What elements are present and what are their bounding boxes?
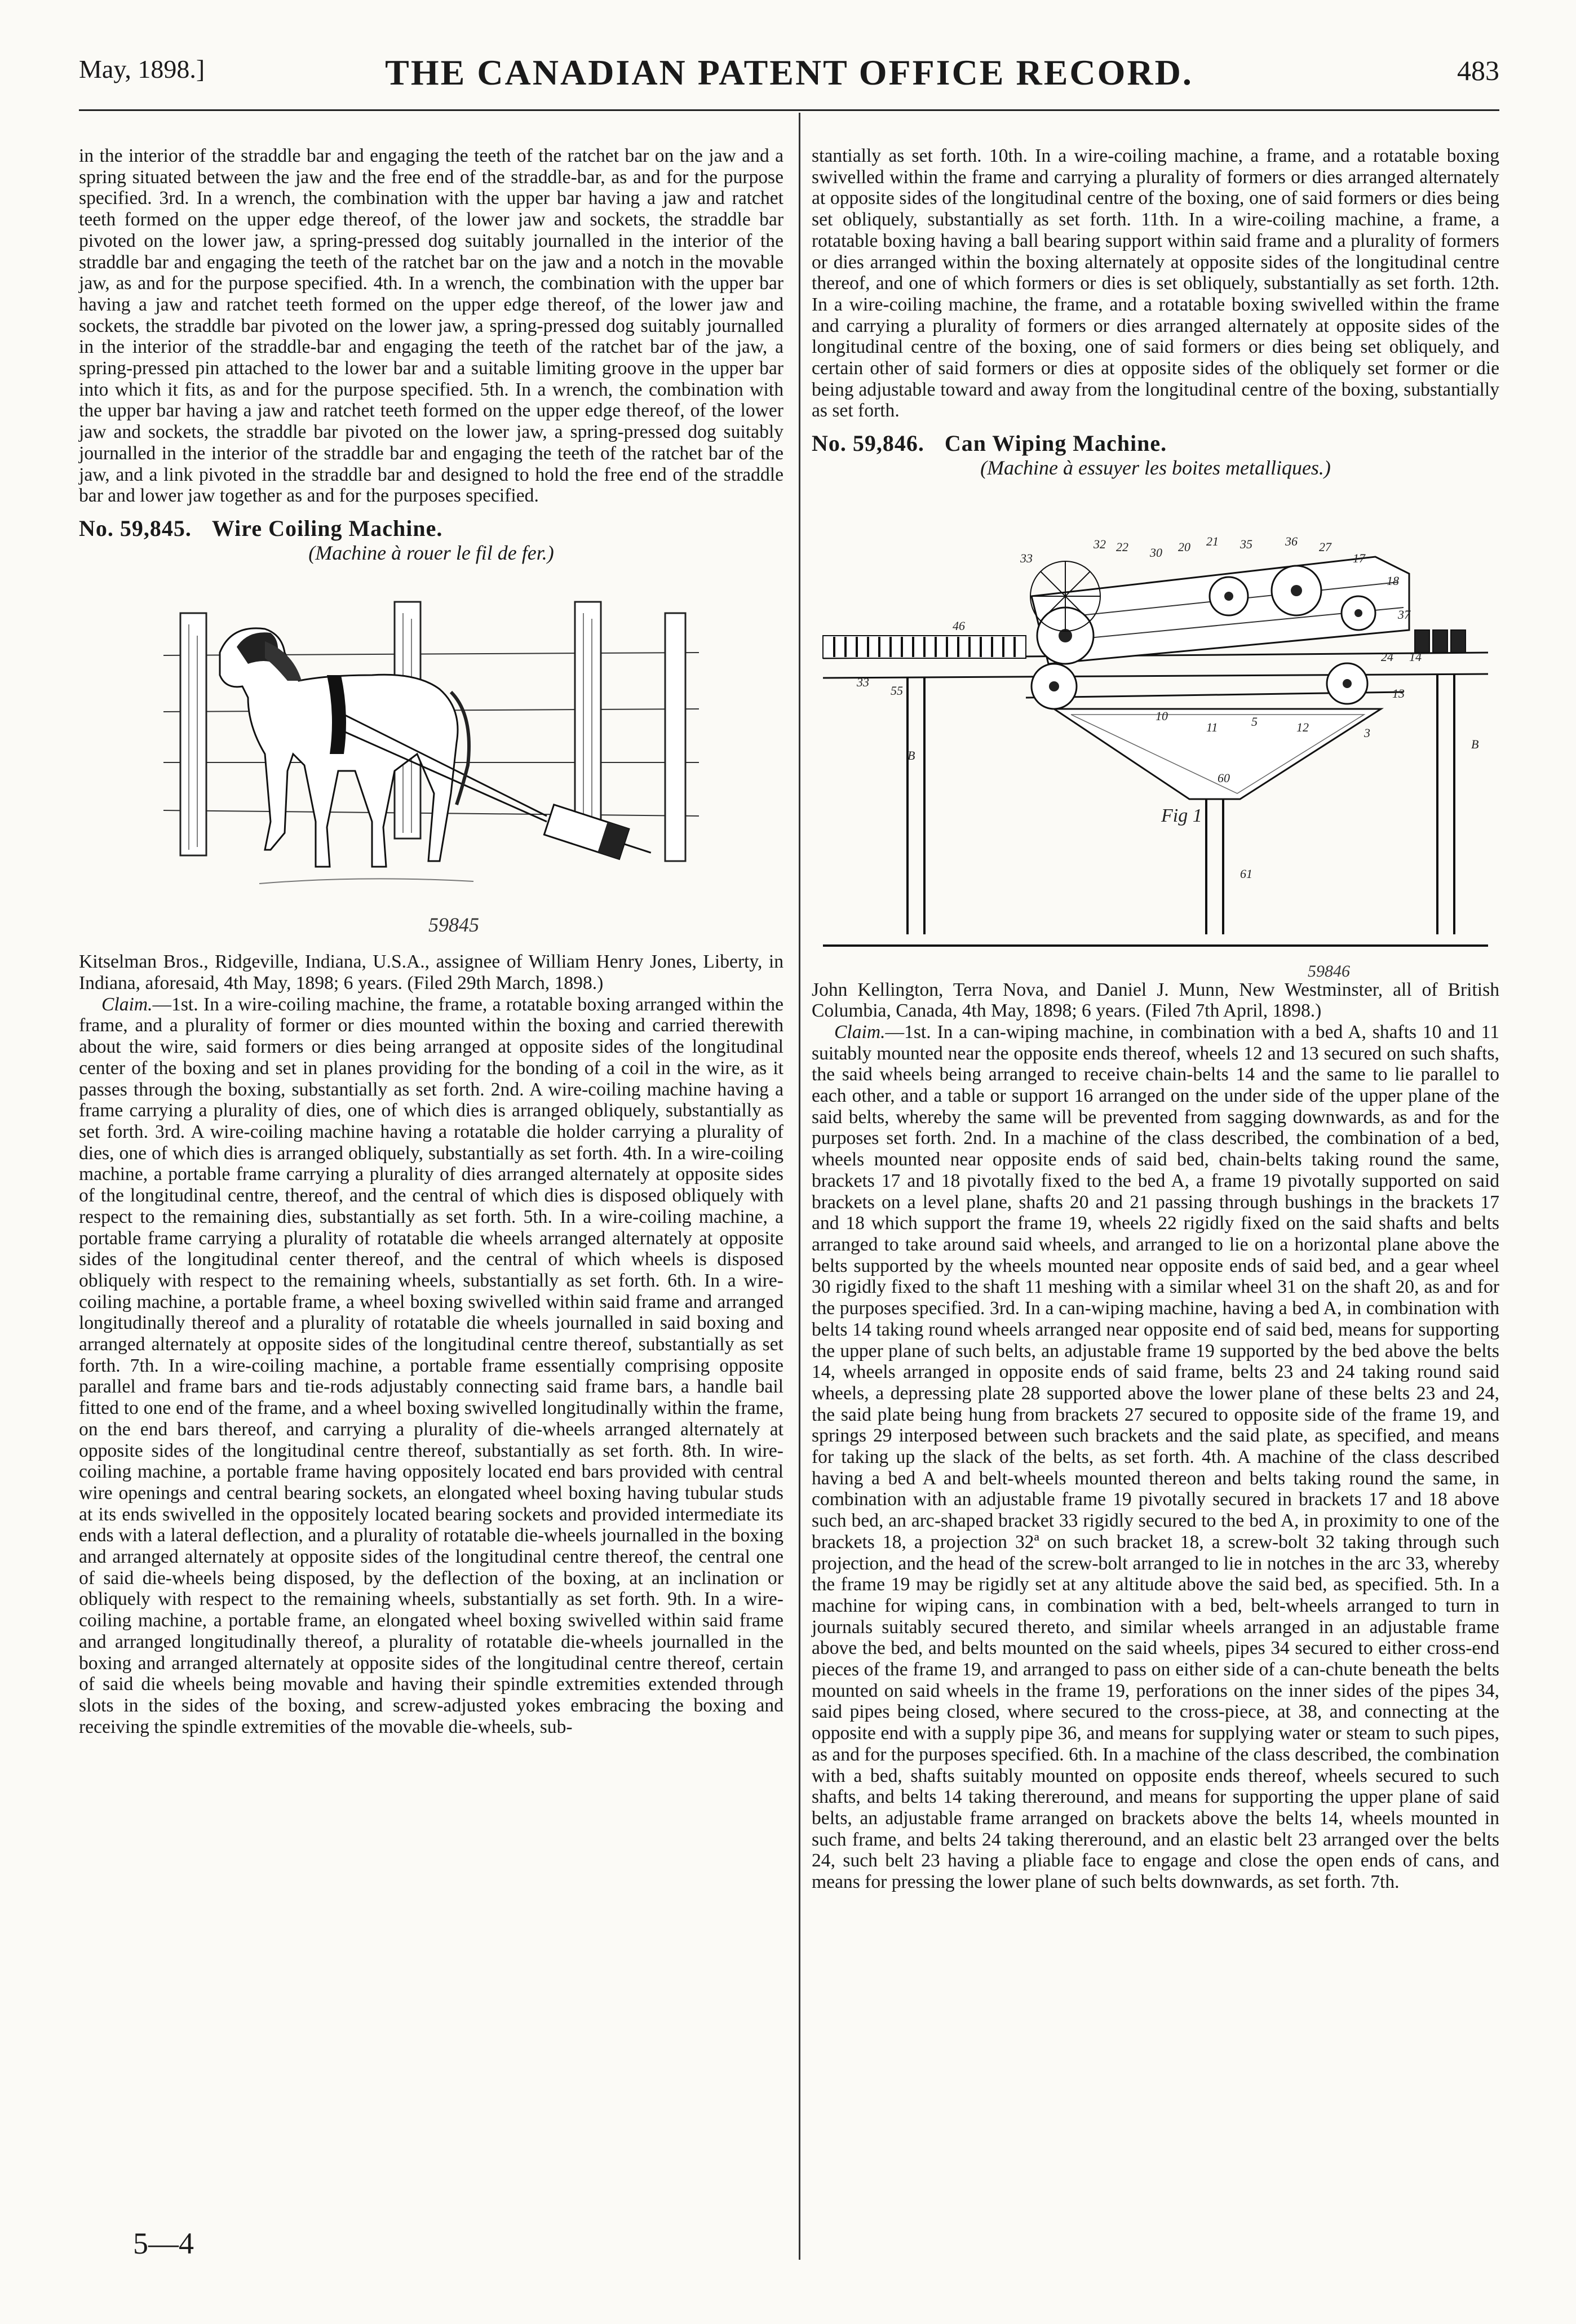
patent-title: Can Wiping Machine.: [944, 431, 1167, 456]
svg-text:11: 11: [1206, 720, 1218, 734]
continuation-text: stantially as set forth. 10th. In a wire-coiling machine, a frame, and a rotatable boxing swivelled within the frame and carrying a plurality of formers or dies arranged alternately at opposite sides of the longitudinal centre of the boxing, one of said formers or dies being set obliquely, substantially as set forth. 11th. In a wire-coiling machine, a frame, a rotatable boxing having a ball bearing support within said frame and a plurality of formers or dies arranged within the boxing alternately at opposite sides of the longitudinal centre thereof, and one of which formers or dies is set obliquely, substantially as set forth. 12th. In a wire-coiling machine, the frame, and a rotatable boxing swivelled within the frame and carrying a plurality of formers or dies arranged alternately at opposite sides of the longitudinal centre of the boxing, one of said formers or dies being set obliquely, and certain other of said formers or dies at opposite sides of the obliquely set former or die being adjustable toward and away from the longitudinal centre of the boxing, substantially as set forth.: [812, 145, 1499, 422]
svg-text:33: 33: [1020, 551, 1033, 565]
patent-heading: [812, 433, 1499, 454]
header-rule: [79, 109, 1499, 111]
svg-text:27: 27: [1319, 539, 1331, 554]
svg-text:14: 14: [1409, 649, 1422, 664]
svg-text:24: 24: [1381, 649, 1393, 664]
claim-paragraph: [79, 994, 783, 1738]
svg-text:30: 30: [1150, 545, 1162, 560]
figure-caption: 59846: [1308, 961, 1350, 979]
left-column: [79, 145, 783, 1737]
applicant-info: John Kellington, Terra Nova, and Daniel J. Munn, New Westminster, all of British Columbia, Canada, 4th May, 1898; 6 years. (Filed 7th April, 1898.): [812, 979, 1499, 1022]
patent-subtitle: (Machine à rouer le fil de fer.): [308, 541, 554, 564]
svg-text:37: 37: [1398, 607, 1410, 622]
svg-text:46: 46: [953, 618, 965, 633]
svg-text:20: 20: [1178, 539, 1190, 554]
svg-text:10: 10: [1156, 708, 1168, 723]
can-wiping-illustration: [812, 484, 1499, 979]
column-divider: [799, 113, 800, 2260]
journal-title: THE CANADIAN PATENT OFFICE RECORD.: [385, 52, 1193, 92]
patent-number: No. 59,845.: [79, 515, 192, 541]
claim-text: —1st. In a wire-coiling machine, the frame, a rotatable boxing arranged within the frame, and a plurality of former or dies mounted within the boxing and carried therewith about the wire, said formers or dies being arranged at opposite sides of the longitudinal center of the boxing and set in planes providing for the bonding of a coil in the wire, as it passes through the boxing, substantially as set forth. 2nd. A wire-coiling machine having a frame carrying a plurality of dies, one of which dies is arranged obliquely, substantially as set forth. 3rd. A wire-coiling machine having a rotatable die holder carrying a plurality of dies, one of which dies is arranged obliquely, substantially as set forth. 4th. In a wire-coiling machine, a portable frame carrying a plurality of dies arranged alternately at opposite sides of the longitudinal centre, thereof, and the central of which dies is disposed obliquely with respect to the remaining dies, substantially as set forth. 5th. In a wire-coiling machine, a portable frame carrying a plurality of rotatable die wheels arranged alternately at opposite sides of the longitudinal center thereof, and the central of which wheels is disposed obliquely with respect to the remaining wheels, substantially as set forth. 6th. In a wire-coiling machine, a portable frame, a wheel boxing swivelled within said frame and arranged longitudinally thereof and a plurality of rotatable die wheels journalled in said boxing and arranged alternately at opposite sides of the longitudinal centre thereof, substantially as set forth. 7th. In a wire-coiling machine, a portable frame essentially comprising opposite parallel and frame bars and tie-rods adjustably connecting said frame bars, a handle bail fitted to one end of the frame, and a wheel boxing swivelled longitudinally within the frame, on the end bars thereof, and carrying a plurality of die-wheels arranged alternately at opposite sides of the longitudinal centre thereof, substantially as set forth. 8th. In wire-coiling machine, a portable frame having oppositely located end bars provided with central wire openings and central bearing sockets, an elongated wheel boxing having tubular studs at its ends swivelled in the oppositely located bearing sockets and provided intermediate its ends with a lateral deflection, and a plurality of rotatable die-wheels journalled in the boxing and arranged alternately at opposite sides of the longitudinal centre thereof, the central one of said die-wheels being disposed, by the deflection of the boxing, at an inclination or obliquely with respect to the remaining wheels, substantially as set forth. 9th. In a wire-coiling machine, a portable frame, an elongated wheel boxing swivelled within said frame and arranged longitudinally thereof, a plurality of rotatable die-wheels journalled in the boxing and arranged alternately at opposite sides of the longitudinal centre thereof, certain of said die wheels being movable and having their spindle extremities extended through slots in the sides of the boxing, and screw-adjusted yokes embracing the boxing and receiving the spindle extremities of the movable die-wheels, sub-: [79, 994, 783, 1737]
svg-text:32: 32: [1094, 536, 1106, 551]
svg-text:60: 60: [1218, 770, 1230, 785]
claim-text: —1st. In a can-wiping machine, in combination with a bed A, shafts 10 and 11 suitably mounted near the opposite ends thereof, wheels 12 and 13 secured on such shafts, the said wheels being arranged to receive chain-belts 14 and the same to lie parallel to each other, and a table or support 16 arranged on the under side of the upper plane of the said belts, whereby the same will be prevented from sagging downwards, as and for the purposes set forth. 2nd. In a machine of the class described, the combination of a bed, wheels mounted near opposite ends of said bed, chain-belts taking round the same, brackets 17 and 18 pivotally fixed to the bed A, a frame 19 pivotally supported on said brackets on a level plane, shafts 20 and 21 passing through bushings in the brackets 17 and 18 which support the frame 19, wheels 22 rigidly fixed on the said shafts and belts arranged to take around said wheels, and arranged to lie on a horizontal plane above the belts supported by the wheels mounted near opposite ends of said bed, and a gear wheel 30 rigidly fixed to the shaft 11 meshing with a similar wheel 31 on the shaft 20, as and for the purposes specified. 3rd. In a can-wiping machine, having a bed A, in combination with belts 14 taking round wheels arranged near opposite end of said bed, means for supporting the upper plane of such belts, an adjustable frame 19 supported by the bed above the belts 14, wheels arranged in opposite ends of said frame, belts 23 and 24 taking round said wheels, a depressing plate 28 supported above the lower plane of these belts 23 and 24, the said plate being hung from brackets 27 secured to opposite side of the frame 19, and springs 29 interposed between such brackets and the said plate, as specified, and means for taking up the slack of the belts, as set forth. 4th. A machine of the class described having a bed A and belt-wheels mounted thereon and belts taking round the same, in combination with an adjustable frame 19 pivotally secured in brackets 17 and 18 above such bed, an arc-shaped bracket 33 rigidly secured to the bed A, in proximity to one of the brackets 18, a projection 32ª on such bracket 18, a screw-bolt 32 taking through such projection, and the head of the screw-bolt arranged to lie in notches in the arc 33, whereby the frame 19 may be rigidly set at any altitude above the said bed, as specified. 5th. In a machine for wiping cans, in combination with a bed, belt-wheels arranged to turn in journals suitably secured thereto, and similar wheels arranged in an adjustable frame above the bed, and belts mounted on the said wheels, pipes 34 secured to either cross-end pieces of the frame 19, and arranged to pass on either side of a can-chute beneath the belts mounted on said wheels in the frame 19, perforations on the inner sides of the pipes 34, said pipes being closed, where secured to the cross-piece, at 38, and connecting at the opposite end with a supply pipe 36, and means for supplying water or steam to such pipes, as and for the purposes specified. 6th. In a machine of the class described, the combination with a bed, shafts suitably mounted on opposite ends thereof, wheels secured to such shafts, and belts 14 taking thereround, and means for supporting the upper plane of said belts, an adjustable frame arranged on brackets above the belts 14, wheels mounted in such frame, and belts 24 taking thereround, and an elastic belt 23 arranged over the belts 24, such belt 23 having a pliable face to engage and close the open ends of cans, and means for pressing the lower plane of such belts downwards, as set forth. 7th.: [812, 1021, 1499, 1893]
svg-text:B: B: [907, 748, 915, 762]
svg-text:5: 5: [1251, 714, 1258, 729]
figure-label: Fig 1: [1161, 805, 1202, 826]
horse-machine-drawing: [79, 568, 783, 951]
applicant-info: Kitselman Bros., Ridgeville, Indiana, U.S.A., assignee of William Henry Jones, Liberty, in Indiana, aforesaid, 4th May, 1898; 6 years. (Filed 29th March, 1898.): [79, 951, 783, 994]
svg-text:61: 61: [1240, 866, 1252, 881]
right-column: [812, 145, 1499, 1893]
claim-label: Claim.: [834, 1021, 886, 1043]
continuation-text: in the interior of the straddle bar and engaging the teeth of the ratchet bar on the jaw and a spring situated between the jaw and the free end of the straddle-bar, as and for the purpose specified. 3rd. In a wrench, the combination with the upper bar having a jaw and ratchet teeth formed on the upper edge thereof, of the lower jaw and sockets, the straddle bar pivoted on the lower jaw, a spring-pressed dog suitably journalled in the interior of the straddle bar and engaging the teeth of the ratchet bar on the jaw and a notch in the movable jaw, as and for the purpose specified. 4th. In a wrench, the combination with the upper bar having a jaw and ratchet teeth formed on the upper edge thereof, of the lower jaw and sockets, the straddle bar pivoted on the lower jaw, a spring-pressed dog suitably journalled in the interior of the straddle-bar and engaging the teeth of the ratchet bar of the jaw, a spring-pressed pin attached to the lower bar and a suitable limiting groove in the upper bar into which it fits, as and for the purpose specified. 5th. In a wrench, the combination with the upper bar having a jaw and ratchet teeth formed on the upper edge thereof, of the lower jaw and sockets, the straddle bar pivoted on the lower jaw, a spring-pressed dog suitably journalled in the interior of the straddle bar and engaging the teeth of the ratchet bar of the jaw, and a link pivoted in the straddle bar and designed to hold the free end of the straddle bar and lower jaw together as and for the purposes specified.: [79, 145, 783, 507]
svg-text:35: 35: [1240, 536, 1252, 551]
patent-heading: [79, 515, 783, 541]
patent-subtitle: (Machine à essuyer les boites metalliques.): [980, 456, 1331, 479]
patent-title: Wire Coiling Machine.: [211, 515, 443, 541]
can-wiping-machine-drawing: [812, 484, 1499, 979]
figure-caption: 59845: [428, 913, 479, 937]
page-header: [79, 52, 1499, 97]
svg-text:33: 33: [857, 675, 869, 689]
svg-text:B: B: [1471, 737, 1479, 751]
svg-text:22: 22: [1116, 539, 1128, 554]
claim-label: Claim.: [101, 994, 153, 1015]
svg-text:12: 12: [1296, 720, 1309, 734]
svg-text:17: 17: [1353, 551, 1365, 565]
svg-text:18: 18: [1387, 573, 1399, 588]
svg-text:55: 55: [891, 683, 903, 698]
page-number: 483: [1457, 55, 1499, 86]
svg-text:21: 21: [1206, 534, 1219, 548]
svg-text:13: 13: [1392, 686, 1405, 700]
claim-paragraph: [812, 1022, 1499, 1893]
printer-signature: 5—4: [133, 2227, 194, 2260]
wire-coiling-illustration: [79, 568, 783, 951]
svg-text:3: 3: [1364, 725, 1370, 740]
issue-date: May, 1898.]: [79, 55, 205, 83]
svg-text:36: 36: [1285, 534, 1298, 548]
patent-number: No. 59,846.: [812, 431, 924, 456]
